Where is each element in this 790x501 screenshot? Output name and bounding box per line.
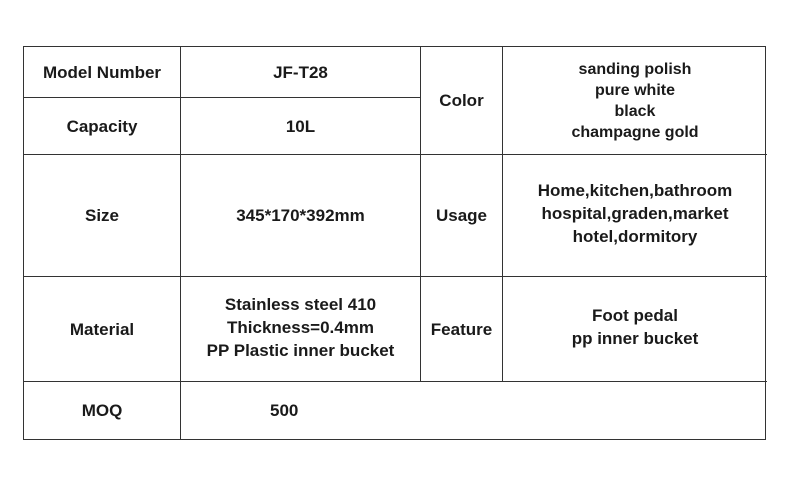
material-label: Material [69, 319, 135, 339]
capacity-label: Capacity [66, 116, 138, 136]
capacity-value: 10L [285, 116, 316, 136]
feature-values: Foot pedal pp inner bucket [571, 306, 699, 348]
product-spec-table [23, 46, 766, 440]
size-value: 345*170*392mm [236, 206, 365, 225]
color-label: Color [439, 91, 484, 110]
feature-label: Feature [430, 319, 493, 339]
moq-value: 500 [270, 401, 299, 420]
usage-label: Usage [435, 206, 488, 225]
model-number-value: JF-T28 [273, 62, 328, 82]
size-label: Size [84, 206, 120, 225]
model-number-label: Model Number [42, 62, 162, 82]
color-values: sanding polish pure white black champagne gold [571, 60, 699, 141]
material-values: Stainless steel 410 Thickness=0.4mm PP Plastic inner bucket [206, 294, 395, 360]
moq-label: MOQ [81, 401, 123, 420]
usage-values: Home,kitchen,bathroom hospital,graden,market hotel,dormitory [537, 181, 733, 246]
